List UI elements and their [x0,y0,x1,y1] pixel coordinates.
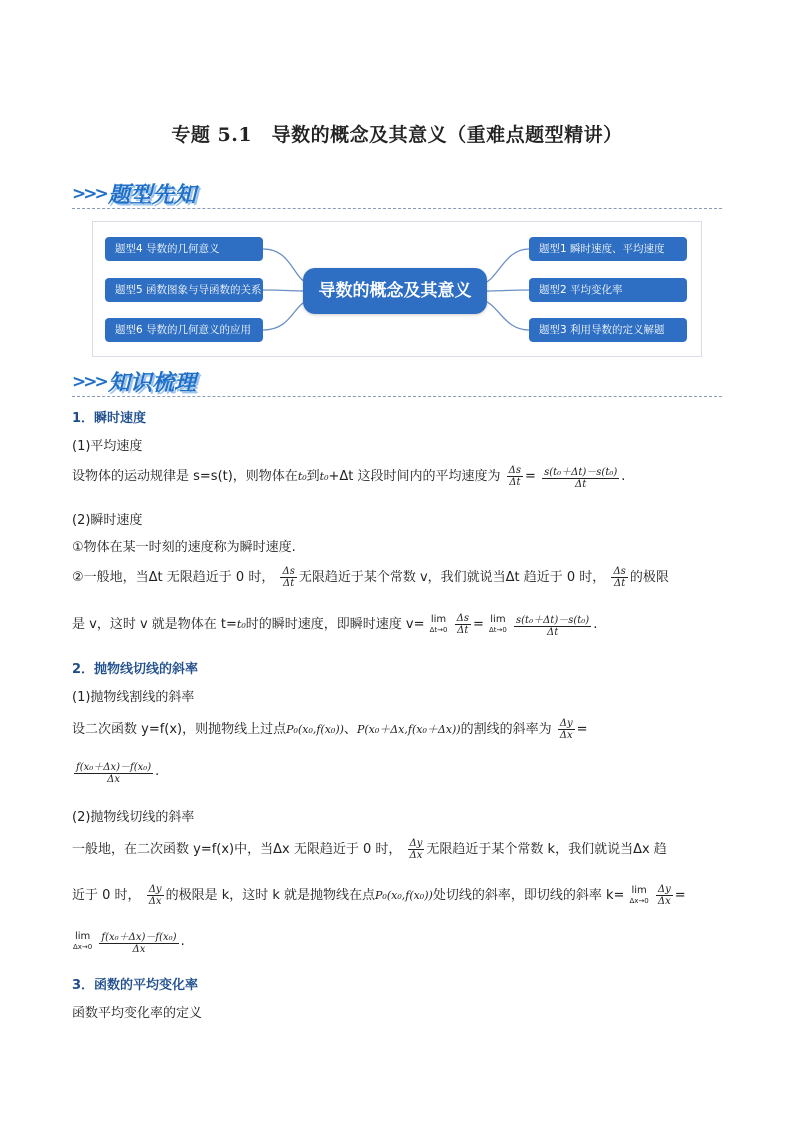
section-heading: 1．瞬时速度 [72,411,147,426]
limit: lim Δx→0 [73,930,93,951]
paragraph: 一般地，在二次函数 y=f(x)中，当Δx 无限趋近于 0 时， $\frac{\Delta y}{\Delta x}$ 无限趋近于某个常数 k，我们就说当Δx 趋 [72,838,667,861]
banner-title: 题型先知 [108,182,197,208]
subheading: (1)抛物线割线的斜率 [72,690,195,705]
paragraph: 设二次函数 y=f(x)，则抛物线上过点P₀(x₀,f(x₀))、P(x₀＋Δx,f(x₀＋Δx))的割线的斜率为 $\frac{\Delta y}{\Delta x}$ = [72,718,588,741]
paragraph: 设物体的运动规律是 s=s(t)，则物体在t₀到t₀+Δt 这段时间内的平均速度为 $\frac{\Delta s}{\Delta t}$ = $\frac{\text{s(t₀＋Δt)－s(t₀)}}{\Delta t}$ . [72,465,626,490]
paragraph: 近于 0 时， $\frac{\Delta y}{\Delta x}$ 的极限是 k，这时 k 就是抛物线在点P₀(x₀,f(x₀))处切线的斜率，即切线的斜率 k= lim Δx→0 $\frac{\Delta y}{\Delta x}$ = [72,884,686,907]
paragraph: ②一般地，当Δt 无限趋近于 0 时， $\frac{\Delta s}{\Delta t}$ 无限趋近于某个常数 v，我们就说当Δt 趋近于 0 时， $\frac{\Delta s}{\Delta t}$ 的极限 [72,566,669,589]
banner-title: 知识梳理 [108,370,197,396]
mind-map-center: 导数的概念及其意义 [303,268,487,314]
subheading: (1)平均速度 [72,439,143,454]
fraction: $\frac{\text{s(t₀＋Δt)－s(t₀)}}{\Delta t}$ [542,463,619,490]
paragraph: lim Δx→0 $\frac{\text{f(x₀＋Δx)－f(x₀)}}{\Delta x}$ . [72,928,185,955]
mind-map-node-type1: 题型1 瞬时速度、平均速度 [529,237,687,261]
section-heading: 2．抛物线切线的斜率 [72,662,199,677]
mind-map-node-type2: 题型2 平均变化率 [529,278,687,302]
fraction: $\frac{\Delta y}{\Delta x}$ [148,884,162,907]
section-banner-question-types [72,176,722,210]
fraction: $\frac{\Delta s}{\Delta t}$ [508,465,522,488]
section-banner-knowledge [72,364,722,398]
fraction: $\frac{\Delta y}{\Delta x}$ [409,838,423,861]
mind-map [92,221,702,357]
paragraph: 是 v，这时 v 就是物体在 t=t₀时的瞬时速度，即瞬时速度 v= lim Δt→0 $\frac{\Delta s}{\Delta t}$ = lim Δt→0 $\frac{\text{s(t₀＋Δt)－s(t₀)}}{\Delta t}$ . [72,613,598,638]
paragraph: $\frac{\text{f(x₀＋Δx)－f(x₀)}}{\Delta x}$ . [72,758,159,785]
fraction: $\frac{\Delta s}{\Delta t}$ [282,566,295,589]
divider [72,208,722,209]
fraction: $\frac{\text{s(t₀＋Δt)－s(t₀)}}{\Delta t}$ [514,611,591,638]
limit: lim Δt→0 [489,613,507,634]
page-title: 专题 5.1 导数的概念及其意义（重难点题型精讲） [171,124,623,146]
fraction: $\frac{\Delta y}{\Delta x}$ [559,718,573,741]
section-heading: 3．函数的平均变化率 [72,978,199,993]
limit: lim Δx→0 [629,884,649,905]
subheading: (2)抛物线切线的斜率 [72,810,195,825]
mind-map-node-type5: 题型5 函数图象与导函数的关系 [105,278,263,302]
mind-map-node-type6: 题型6 导数的几何意义的应用 [105,318,263,342]
subheading: (2)瞬时速度 [72,513,143,528]
divider [72,396,722,397]
chevron-icon: >>> [72,184,106,204]
paragraph: ①物体在某一时刻的速度称为瞬时速度. [72,540,296,555]
fraction: $\frac{\text{f(x₀＋Δx)－f(x₀)}}{\Delta x}$ [99,928,178,955]
limit: lim Δt→0 [429,613,448,634]
paragraph: 函数平均变化率的定义 [72,1006,203,1021]
mind-map-node-type4: 题型4 导数的几何意义 [105,237,263,261]
fraction: $\frac{\Delta s}{\Delta t}$ [613,566,626,589]
fraction: $\frac{\Delta y}{\Delta x}$ [657,884,671,907]
mind-map-node-type3: 题型3 利用导数的定义解题 [529,318,687,342]
fraction: $\frac{\Delta s}{\Delta t}$ [456,613,469,636]
fraction: $\frac{\text{f(x₀＋Δx)－f(x₀)}}{\Delta x}$ [74,758,153,785]
chevron-icon: >>> [72,372,106,392]
